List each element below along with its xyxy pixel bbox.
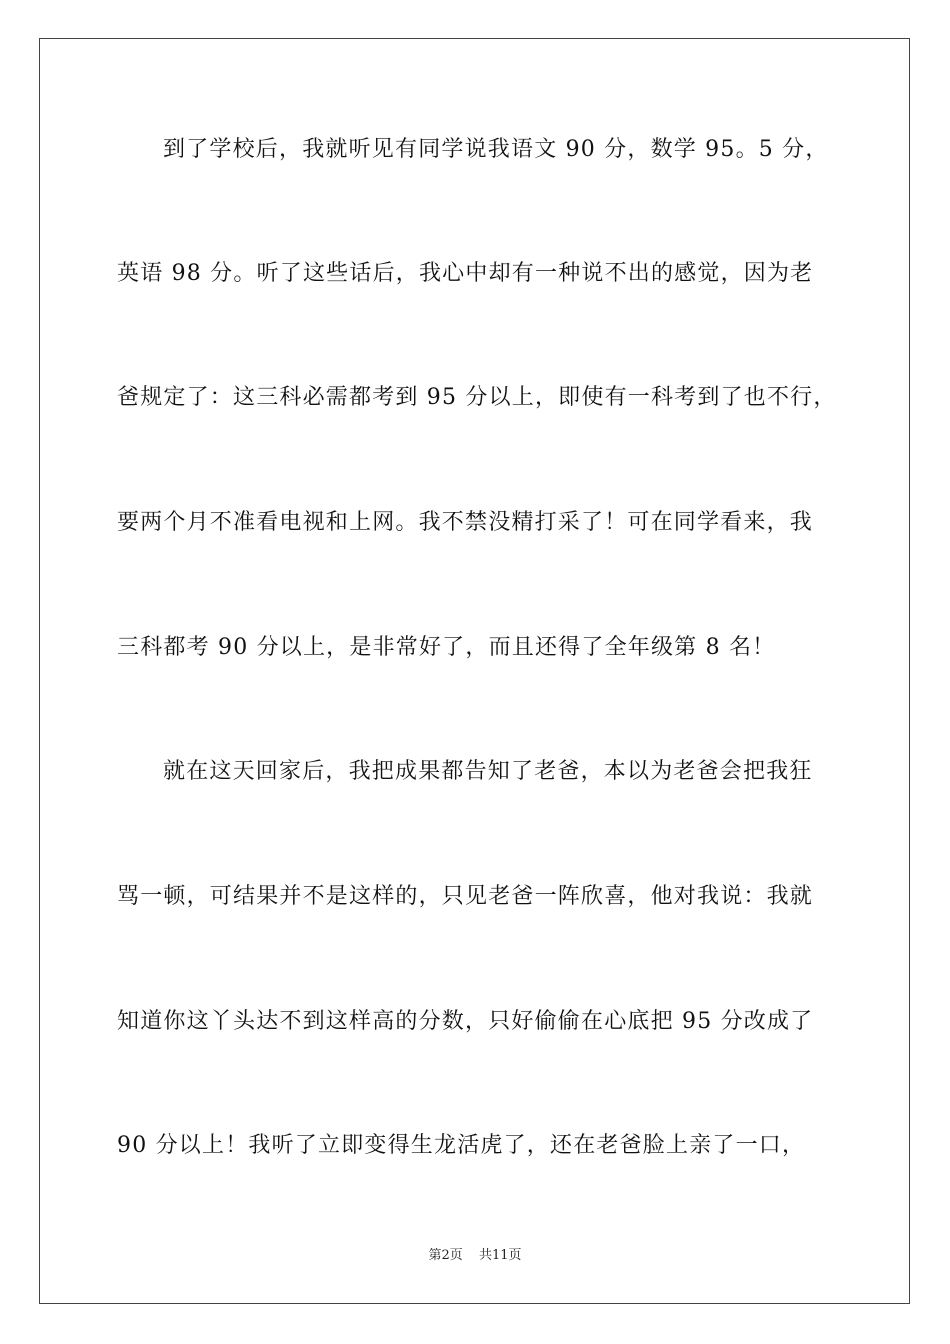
- page-footer: [0, 1247, 950, 1265]
- paragraph-line: 90 分以上！我听了立即变得生龙活虎了，还在老爸脸上亲了一口，: [117, 1133, 806, 1158]
- paragraph-line: 爸规定了：这三科必需都考到 95 分以上，即使有一科考到了也不行，: [117, 385, 837, 410]
- page-frame: [39, 38, 910, 1304]
- paragraph-line: 知道你这丫头达不到这样高的分数，只好偷偷在心底把 95 分改成了: [117, 1009, 814, 1034]
- paragraph-line: 要两个月不准看电视和上网。我不禁没精打采了！可在同学看来，我: [117, 510, 814, 535]
- paragraph-line: 就在这天回家后，我把成果都告知了老爸，本以为老爸会把我狂: [163, 759, 813, 784]
- paragraph-line: 到了学校后，我就听见有同学说我语文 90 分，数学 95。5 分，: [163, 137, 829, 162]
- paragraph-line: 英语 98 分。听了这些话后，我心中却有一种说不出的感觉，因为老: [117, 261, 814, 286]
- paragraph-line: 三科都考 90 分以上，是非常好了，而且还得了全年级第 8 名！: [117, 635, 776, 660]
- page-total: 共11页: [478, 1248, 522, 1263]
- paragraph-line: 骂一顿，可结果并不是这样的，只见老爸一阵欣喜，他对我说：我就: [117, 884, 814, 909]
- page-number: 第2页: [428, 1248, 463, 1263]
